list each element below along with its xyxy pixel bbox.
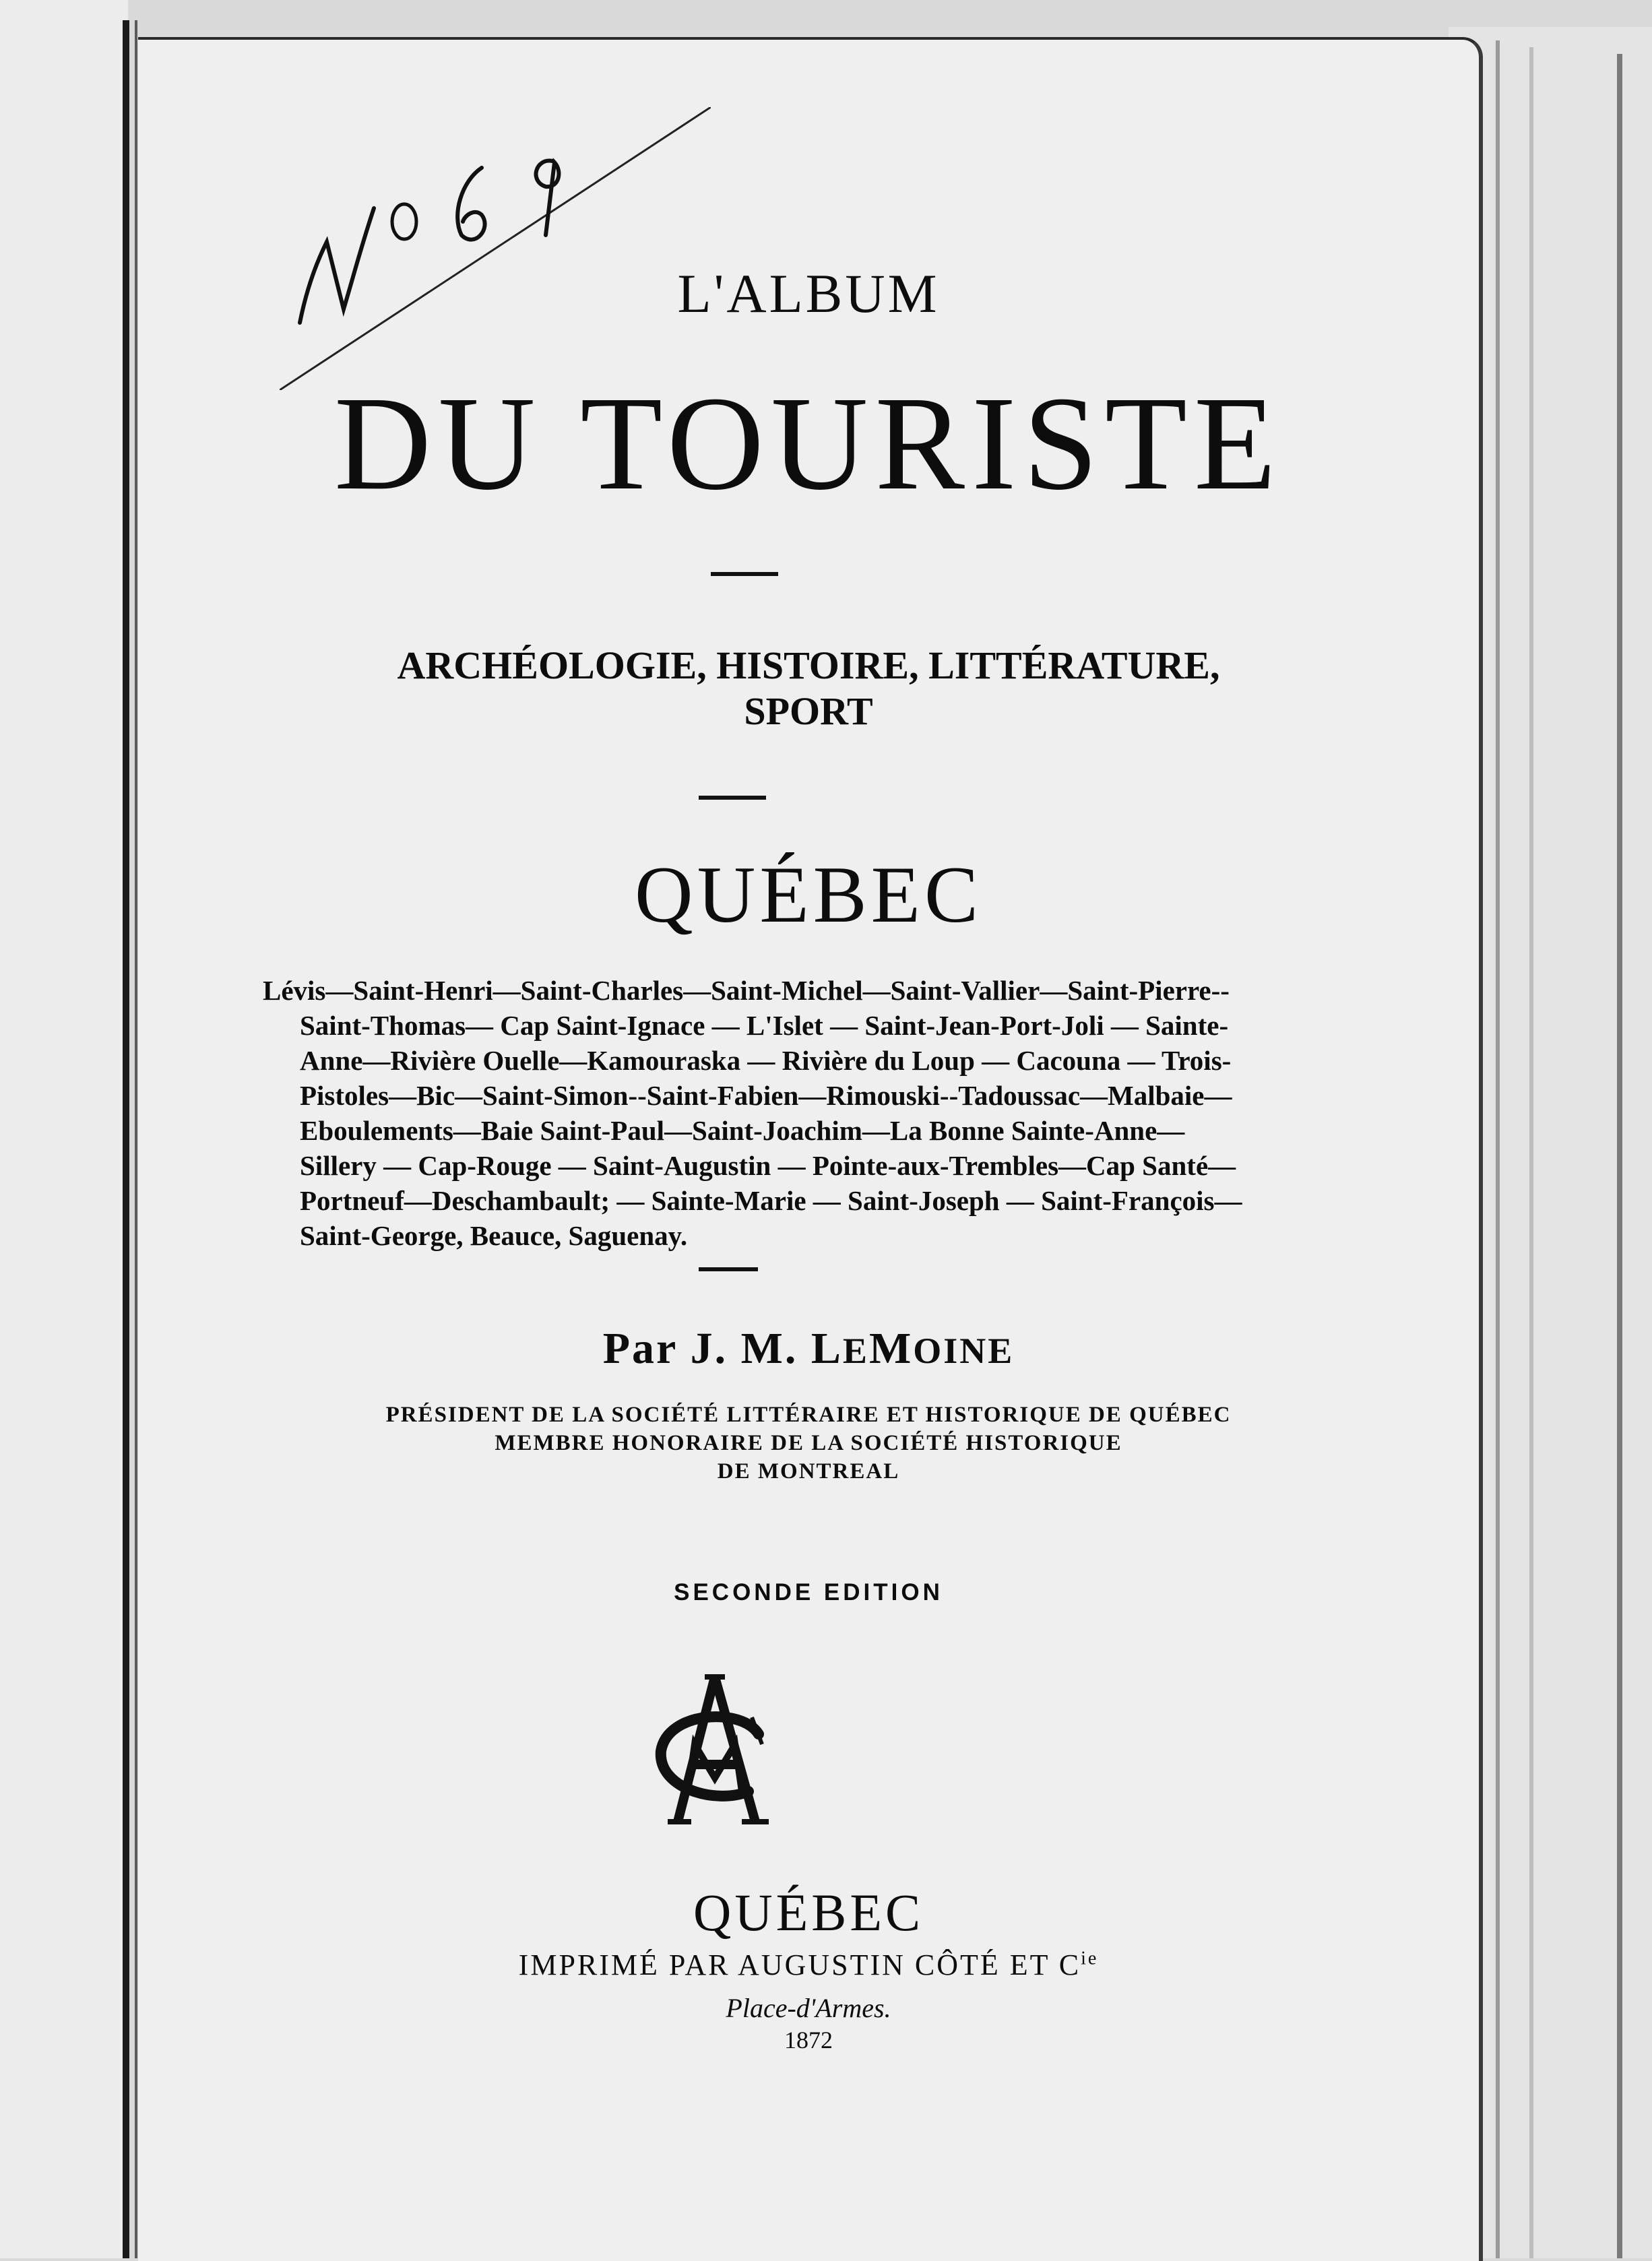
- places-line: Sillery — Cap-Rouge — Saint-Augustin — Pointe-aux-Trembles—Cap Santé—: [300, 1150, 1236, 1181]
- author-e: E: [842, 1331, 869, 1371]
- places-line: Anne—Rivière Ouelle—Kamouraska — Rivière du Loup — Cacouna — Trois-: [300, 1045, 1232, 1076]
- subject-list: [138, 643, 1479, 734]
- title-line-1: L'ALBUM: [677, 263, 940, 324]
- spine-shadow: [123, 20, 129, 2258]
- spine-shadow-inner: [135, 20, 137, 2258]
- city-heading: QUÉBEC: [635, 850, 982, 939]
- subject-line-2: SPORT: [744, 689, 873, 733]
- author-titles: [138, 1401, 1479, 1486]
- imprint-printer-text: IMPRIMÉ PAR AUGUSTIN CÔTÉ ET C: [518, 1948, 1081, 1981]
- page-edge-line: [1617, 54, 1622, 2258]
- author-line: [138, 1323, 1479, 1374]
- author-title-line-2: MEMBRE HONORAIRE DE LA SOCIÉTÉ HISTORIQUE: [495, 1431, 1122, 1455]
- left-page-edge: [0, 0, 128, 2258]
- handwritten-label: No 69: [280, 107, 282, 108]
- handwritten-number: [280, 107, 711, 390]
- acm-monogram-icon: [641, 1670, 789, 1832]
- places-line: Pistoles—Bic—Saint-Simon--Saint-Fabien—Rimouski--Tadoussac—Malbaie—: [300, 1080, 1232, 1111]
- subject-line-1: ARCHÉOLOGIE, HISTOIRE, LITTÉRATURE,: [397, 643, 1220, 687]
- imprint-address: Place-d'Armes.: [726, 1993, 891, 2023]
- places-list: [263, 973, 1331, 1253]
- places-line: Eboulements—Baie Saint-Paul—Saint-Joachim—La Bonne Sainte-Anne—: [300, 1115, 1185, 1146]
- author-prefix: Par J. M. L: [602, 1324, 843, 1373]
- author-oine: OINE: [913, 1331, 1015, 1371]
- places-line: Portneuf—Deschambault; — Sainte-Marie — Saint-Joseph — Saint-François—: [300, 1185, 1242, 1216]
- divider-rule: [699, 796, 766, 800]
- title-page: [138, 37, 1483, 2261]
- places-line: Saint-George, Beauce, Saguenay.: [300, 1220, 688, 1251]
- author-m: M: [868, 1324, 914, 1373]
- imprint-city: QUÉBEC: [693, 1883, 924, 1942]
- imprint-printer-sup: ie: [1081, 1948, 1099, 1969]
- page-edge-line: [1496, 40, 1500, 2258]
- imprint-printer: [138, 1948, 1479, 1982]
- edition-label: SECONDE EDITION: [674, 1579, 943, 1605]
- imprint-year: 1872: [784, 2027, 833, 2053]
- author-title-line-3: DE MONTREAL: [717, 1459, 900, 1484]
- author-title-line-1: PRÉSIDENT DE LA SOCIÉTÉ LITTÉRAIRE ET HISTORIQUE DE QUÉBEC: [385, 1403, 1232, 1427]
- title-line-2: DU TOURISTE: [333, 369, 1283, 518]
- divider-rule: [711, 572, 778, 576]
- places-line: Saint-Thomas— Cap Saint-Ignace — L'Islet — Saint-Jean-Port-Joli — Sainte-: [300, 1010, 1229, 1041]
- places-line: Lévis—Saint-Henri—Saint-Charles—Saint-Michel—Saint-Vallier—Saint-Pierre--: [263, 975, 1230, 1006]
- page-edge-line: [1529, 47, 1533, 2258]
- divider-rule: [699, 1267, 758, 1271]
